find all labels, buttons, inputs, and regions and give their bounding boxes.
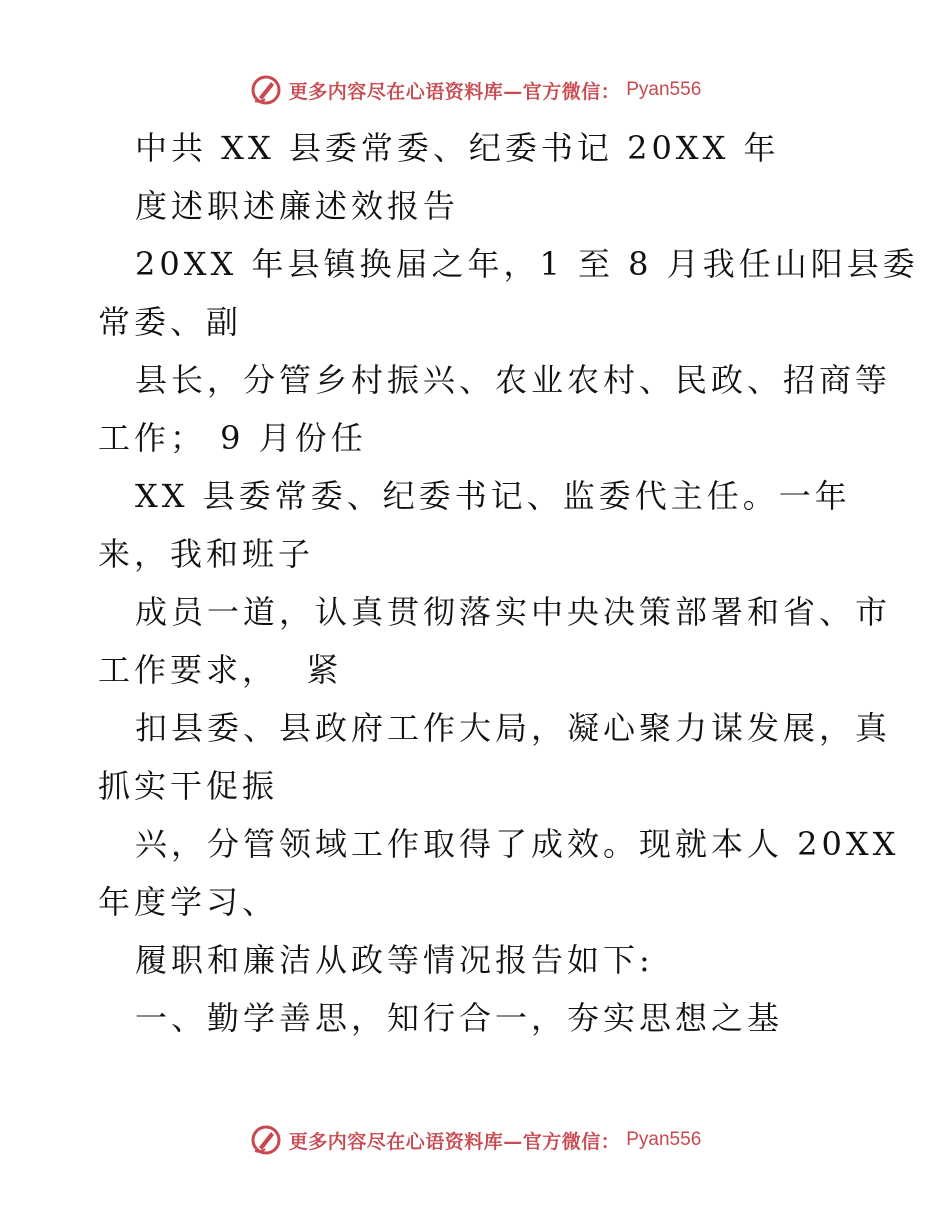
- paragraph-line: 扣县委、县政府工作大局，凝心聚力谋发展，真: [135, 709, 892, 747]
- pen-logo-icon: [249, 73, 283, 107]
- paragraph-line: 履职和廉洁从政等情况报告如下:: [135, 941, 654, 979]
- pen-logo-icon: [249, 1123, 283, 1157]
- paragraph-line: 抓实干促振: [98, 767, 279, 805]
- watermark-contact: Pyan556: [626, 79, 702, 100]
- section-heading: 一、勤学善思，知行合一，夯实思想之基: [135, 999, 784, 1037]
- paragraph-line: 县长，分管乡村振兴、农业农村、民政、招商等: [135, 361, 892, 399]
- watermark-contact: Pyan556: [626, 1129, 702, 1150]
- paragraph-line: 工作要求， 紧: [98, 651, 343, 689]
- header-watermark: [0, 70, 950, 110]
- paragraph-line: 20XX 年县镇换届之年，1 至 8 月我任山阳县委: [135, 245, 919, 283]
- paragraph-line: 成员一道，认真贯彻落实中央决策部署和省、市: [135, 593, 892, 631]
- watermark-text: 更多内容尽在心语资料库—官方微信：: [288, 80, 621, 103]
- watermark-text: 更多内容尽在心语资料库—官方微信：: [288, 1130, 621, 1153]
- paragraph-line: 常委、副: [98, 303, 243, 341]
- paragraph-line: 来，我和班子: [98, 535, 315, 573]
- title-line-2: 度述职述廉述效报告: [135, 187, 460, 225]
- title-line-1: 中共 XX 县委常委、纪委书记 20XX 年: [135, 129, 780, 167]
- paragraph-line: 年度学习、: [98, 883, 279, 921]
- paragraph-line: 工作； 9 月份任: [98, 419, 367, 457]
- paragraph-line: 兴，分管领域工作取得了成效。现就本人 20XX: [135, 825, 900, 863]
- footer-watermark: [0, 1120, 950, 1160]
- paragraph-line: XX 县委常委、纪委书记、监委代主任。一年: [135, 477, 851, 515]
